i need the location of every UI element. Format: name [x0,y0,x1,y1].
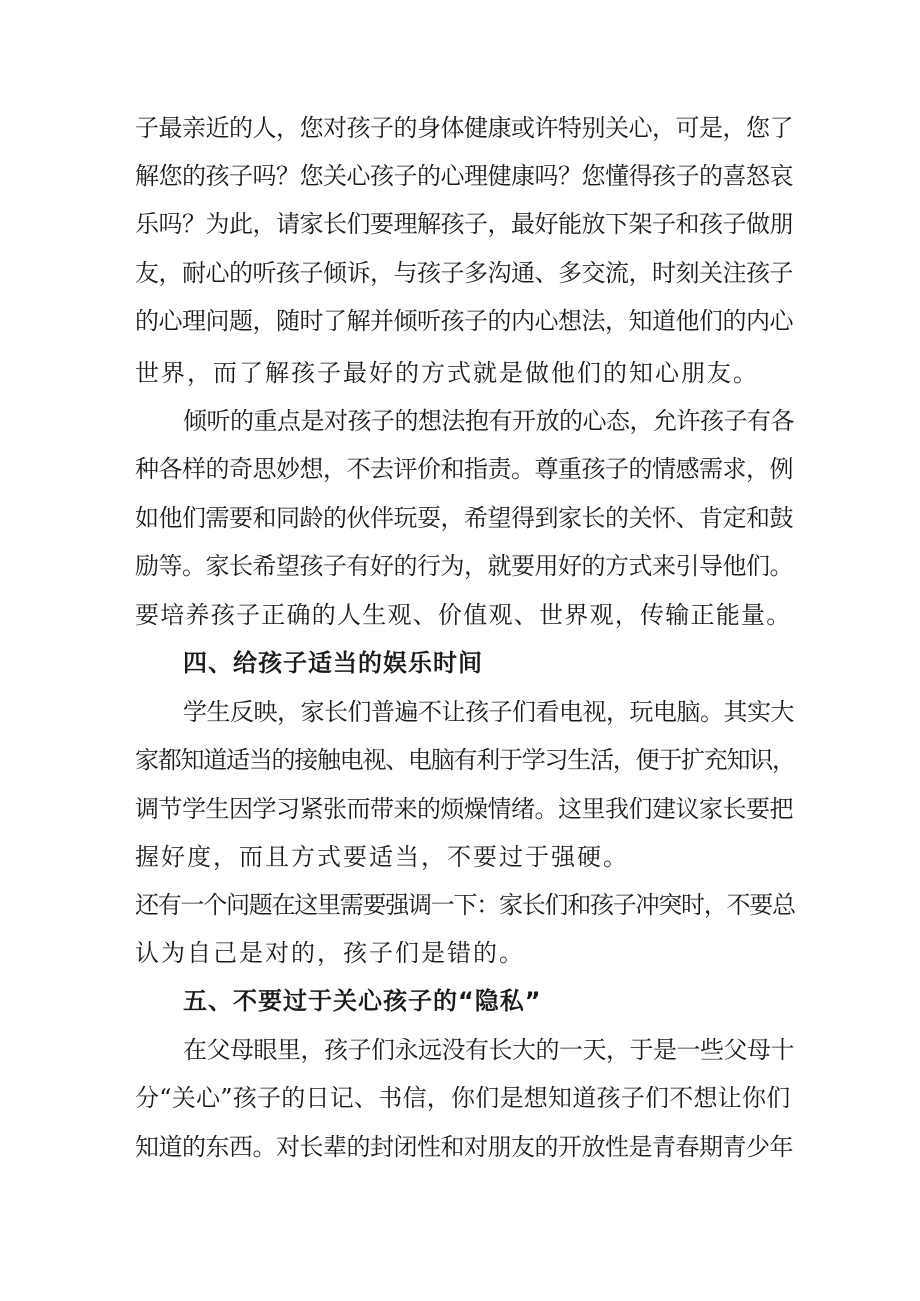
paragraph-line: 学生反映，家长们普遍不让孩子们看电视，玩电脑。其实大 [183,698,794,726]
paragraph-line: 知道的东西。对长辈的封闭性和对朋友的开放性是青春期青少年 [135,1133,793,1161]
paragraph-line: 在父母眼里，孩子们永远没有长大的一天，于是一些父母十 [183,1036,794,1064]
paragraph-line: 认为自己是对的，孩子们是错的。 [135,939,525,967]
paragraph-line: 子最亲近的人，您对孩子的身体健康或许特别关心，可是，您了 [135,114,793,142]
paragraph-line: 励等。家长希望孩子有好的行为，就要用好的方式来引导他们。 [135,552,793,580]
section-heading: 五、不要过于关心孩子的“隐私” [183,987,542,1015]
paragraph-line: 要培养孩子正确的人生观、价值观、世界观，传输正能量。 [135,601,792,629]
paragraph-line: 世界，而了解孩子最好的方式就是做他们的知心朋友。 [135,359,759,387]
paragraph-line: 如他们需要和同龄的伙伴玩耍，希望得到家长的关怀、肯定和鼓 [135,504,793,532]
paragraph-line: 友，耐心的听孩子倾诉，与孩子多沟通、多交流，时刻关注孩子 [135,259,793,287]
section-heading: 四、给孩子适当的娱乐时间 [183,649,483,677]
paragraph-line: 分“关心”孩子的日记、书信，你们是想知道孩子们不想让你们 [135,1084,791,1112]
paragraph-line: 握好度，而且方式要适当，不要过于强硬。 [135,843,629,871]
paragraph-line: 种各样的奇思妙想，不去评价和指责。尊重孩子的情感需求，例 [135,455,793,483]
paragraph-line: 家都知道适当的接触电视、电脑有利于学习生活，便于扩充知识， [135,746,795,774]
paragraph-line: 的心理问题，随时了解并倾听孩子的内心想法，知道他们的内心 [135,307,793,335]
paragraph-line: 乐吗？为此，请家长们要理解孩子，最好能放下架子和孩子做朋 [135,210,793,238]
paragraph-line: 调节学生因学习紧张而带来的烦燥情绪。这里我们建议家长要把 [135,795,793,823]
paragraph-line: 还有一个问题在这里需要强调一下：家长们和孩子冲突时，不要总 [135,891,795,919]
paragraph-line: 解您的孩子吗？您关心孩子的心理健康吗？您懂得孩子的喜怒哀 [135,162,793,190]
paragraph-line: 倾听的重点是对孩子的想法抱有开放的心态，允许孩子有各 [183,407,794,435]
